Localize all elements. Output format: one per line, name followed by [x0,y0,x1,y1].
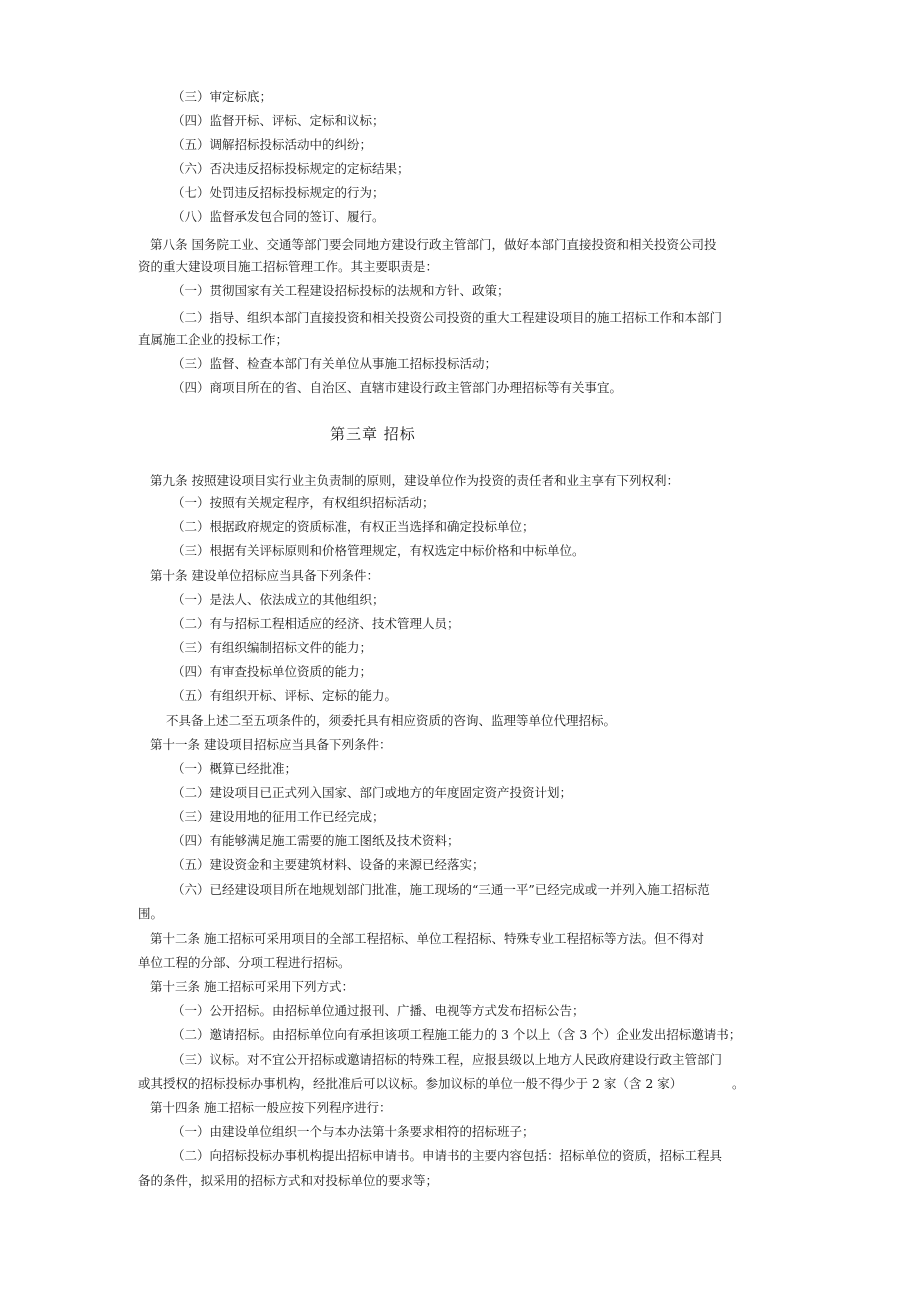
article-8-text: 资的重大建设项目施工招标管理工作。其主要职责是： [138,259,439,274]
article-14-head: 第十四条 施工招标一般应按下列程序进行： [150,1100,392,1115]
list-item: （二）建设项目已正式列入国家、部门或地方的年度固定资产投资计划； [172,785,573,800]
list-item: （一）由建设单位组织一个与本办法第十条要求相符的招标班子； [172,1124,535,1139]
list-item: （六）已经建设项目所在地规划部门批准，施工现场的“三通一平”已经完成或一并列入施工招标范 [172,882,710,897]
list-item: （四）商项目所在的省、自治区、直辖市建设行政主管部门办理招标等有关事宜。 [172,380,623,395]
list-item-continuation: 或其授权的招标投标办事机构，经批准后可以议标。参加议标的单位一般不得少于 2 家（含 2 家） [138,1076,683,1091]
list-item: （三）监督、检查本部门有关单位从事施工招标投标活动； [172,356,498,371]
list-item: （一）贯彻国家有关工程建设招标投标的法规和方针、政策； [172,283,510,298]
list-item: （四）有审查投标单位资质的能力； [172,664,373,679]
list-item: （五）调解招标投标活动中的纠纷； [172,137,373,152]
list-item: （二）指导、组织本部门直接投资和相关投资公司投资的重大工程建设项目的施工招标工作和本部门 [172,310,723,325]
list-item: （三）议标。对不宜公开招标或邀请招标的特殊工程，应报县级以上地方人民政府建设行政主管部门 [172,1052,723,1067]
article-10-head: 第十条 建设单位招标应当具备下列条件： [150,568,379,583]
list-item-continuation: 围。 [138,906,164,921]
list-item: （一）公开招标。由招标单位通过报刊、广播、电视等方式发布招标公告； [172,1003,585,1018]
article-8-text: 第八条 国务院工业、交通等部门要会同地方建设行政主管部门，做好本部门直接投资和相关投资公司投 [150,237,717,252]
list-item: （二）邀请招标。由招标单位向有承担该项工程施工能力的 3 个以上（含 3 个）企业发出招标邀请书； [172,1027,742,1042]
list-item: （八）监督承发包合同的签订、履行。 [172,209,385,224]
article-10-note: 不具备上述二至五项条件的，须委托具有相应资质的咨询、监理等单位代理招标。 [166,713,617,728]
list-item: （五）有组织开标、评标、定标的能力。 [172,688,398,703]
list-item: （二）有与招标工程相适应的经济、技术管理人员； [172,616,460,631]
list-item: （一）按照有关规定程序，有权组织招标活动； [172,495,435,510]
list-item: （二）向招标投标办事机构提出招标申请书。申请书的主要内容包括：招标单位的资质，招标工程具 [172,1148,723,1163]
chapter-title: 第三章 招标 [330,425,416,443]
list-item: （一）概算已经批准； [172,761,298,776]
list-item: （三）根据有关评标原则和价格管理规定，有权选定中标价格和中标单位。 [172,543,585,558]
list-item: （五）建设资金和主要建筑材料、设备的来源已经落实； [172,857,485,872]
article-9-head: 第九条 按照建设项目实行业主负责制的原则，建设单位作为投资的责任者和业主享有下列权利： [150,473,679,488]
list-item-end-mark: 。 [732,1076,745,1091]
article-12-text: 第十二条 施工招标可采用项目的全部工程招标、单位工程招标、特殊专业工程招标等方法。但不得对 [150,931,704,946]
list-item: （一）是法人、依法成立的其他组织； [172,592,385,607]
list-item: （二）根据政府规定的资质标准，有权正当选择和确定投标单位； [172,519,535,534]
list-item: （六）否决违反招标投标规定的定标结果； [172,161,410,176]
list-item-continuation: 备的条件，拟采用的招标方式和对投标单位的要求等； [138,1173,439,1188]
article-13-head: 第十三条 施工招标可采用下列方式： [150,979,354,994]
list-item: （三）审定标底； [172,89,273,104]
list-item: （三）建设用地的征用工作已经完成； [172,809,385,824]
list-item: （七）处罚违反招标投标规定的行为； [172,185,385,200]
article-11-head: 第十一条 建设项目招标应当具备下列条件： [150,737,392,752]
article-12-text: 单位工程的分部、分项工程进行招标。 [138,955,351,970]
list-item: （四）有能够满足施工需要的施工图纸及技术资料； [172,833,460,848]
list-item-continuation: 直属施工企业的投标工作； [138,332,289,347]
list-item: （三）有组织编制招标文件的能力； [172,640,373,655]
list-item: （四）监督开标、评标、定标和议标； [172,113,385,128]
